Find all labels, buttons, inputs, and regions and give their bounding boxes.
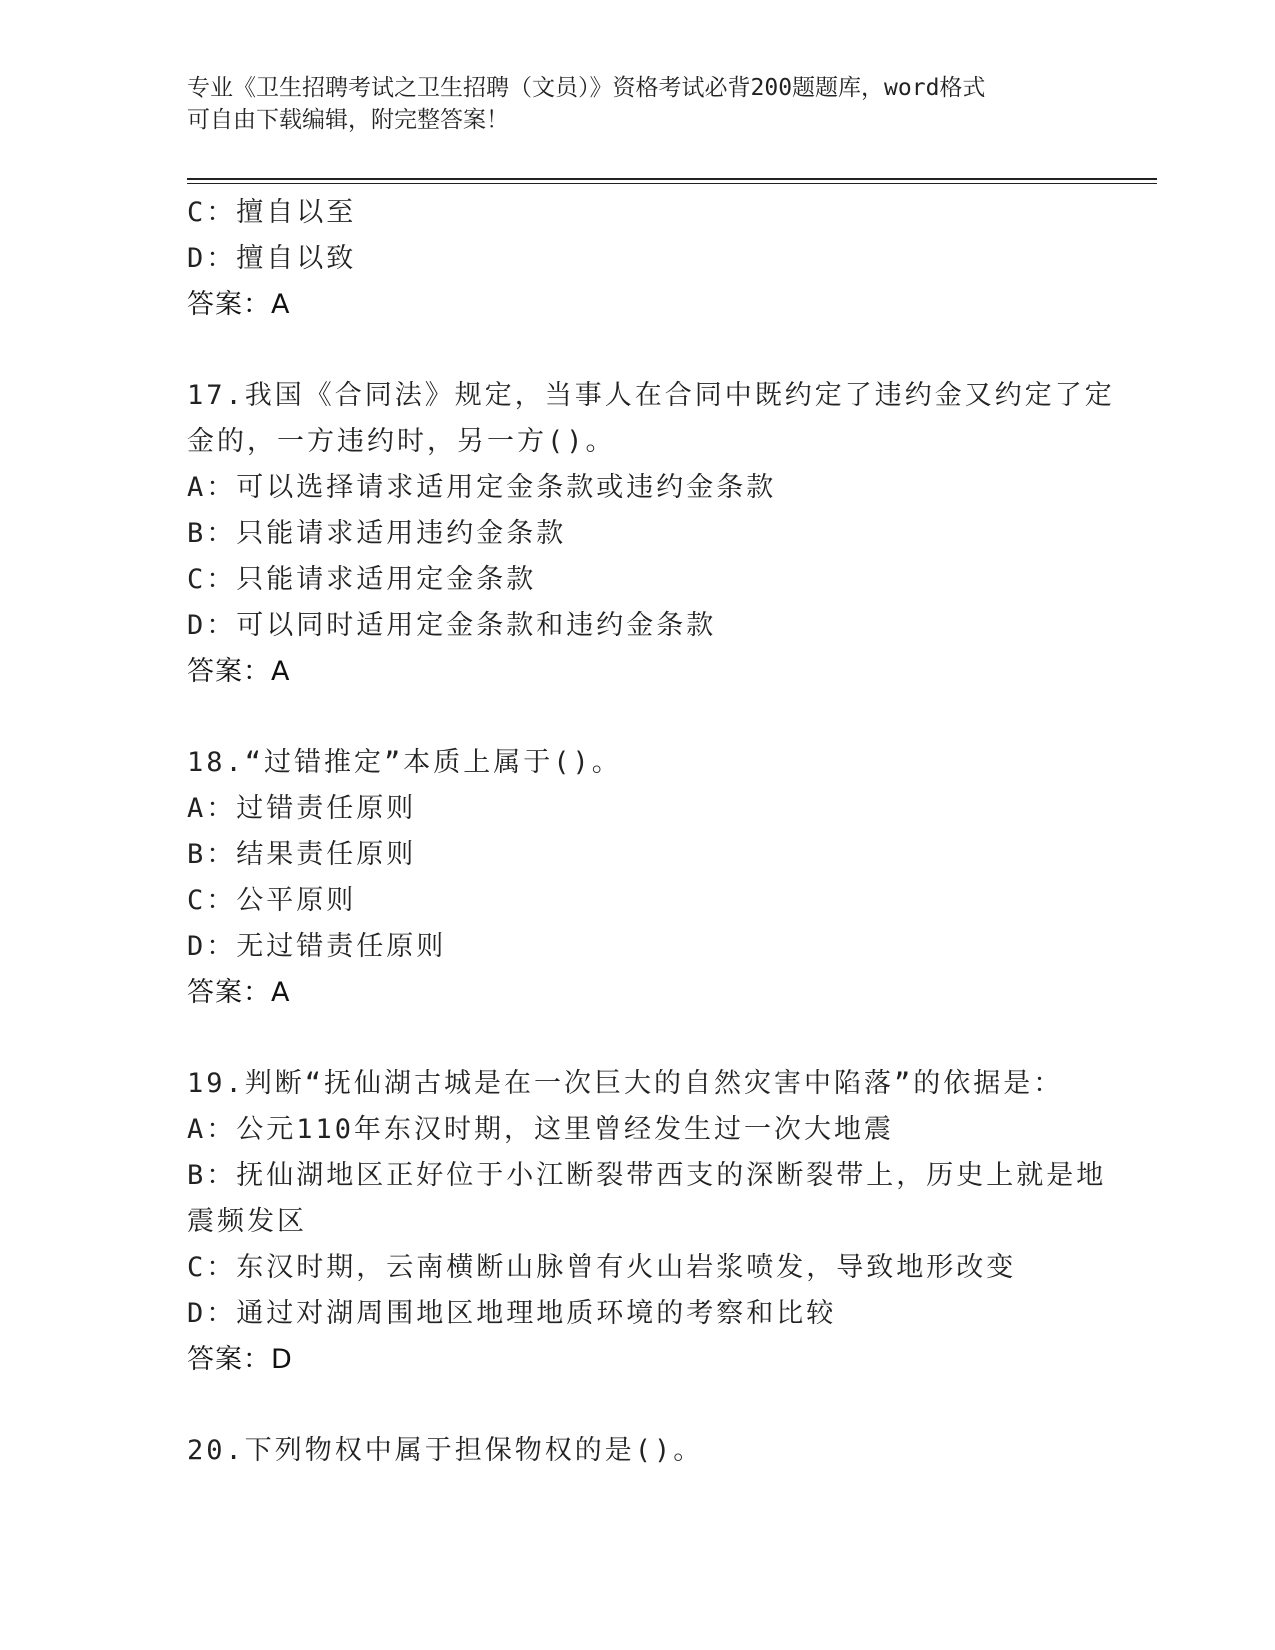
- option-b: B：只能请求适用违约金条款: [187, 518, 567, 549]
- header-line-2: 可自由下载编辑，附完整答案！: [187, 107, 509, 133]
- option-d: D：可以同时适用定金条款和违约金条款: [187, 610, 717, 641]
- option-d: D：擅自以致: [187, 243, 357, 274]
- answer: 答案：A: [187, 656, 291, 687]
- header-line-1: 专业《卫生招聘考试之卫生招聘（文员）》资格考试必背200题题库，word格式: [187, 75, 986, 101]
- question-stem: 17.我国《合同法》规定，当事人在合同中既约定了违约金又约定了定: [187, 380, 1115, 411]
- answer: 答案：A: [187, 977, 291, 1008]
- question-stem-continued: 金的，一方违约时，另一方()。: [187, 426, 616, 457]
- header-divider-thick: [187, 178, 1157, 180]
- option-c: C：公平原则: [187, 885, 357, 916]
- header-divider-thin: [187, 183, 1157, 184]
- question-list: [187, 190, 1115, 1474]
- option-b: B：抚仙湖地区正好位于小江断裂带西支的深断裂带上，历史上就是地: [187, 1160, 1107, 1191]
- option-d: D：通过对湖周围地区地理地质环境的考察和比较: [187, 1298, 837, 1329]
- question-stem: 20.下列物权中属于担保物权的是()。: [187, 1435, 704, 1466]
- option-d: D：无过错责任原则: [187, 931, 447, 962]
- option-a: A：可以选择请求适用定金条款或违约金条款: [187, 472, 777, 503]
- option-a: A：过错责任原则: [187, 793, 417, 824]
- answer: 答案：A: [187, 289, 291, 320]
- document-header: [187, 72, 1067, 136]
- option-b: B：结果责任原则: [187, 839, 417, 870]
- question-stem: 19.判断“抚仙湖古城是在一次巨大的自然灾害中陷落”的依据是：: [187, 1068, 1064, 1099]
- question-18: [187, 740, 1087, 1016]
- question-stem: 18.“过错推定”本质上属于()。: [187, 747, 622, 778]
- option-c: C：东汉时期，云南横断山脉曾有火山岩浆喷发，导致地形改变: [187, 1252, 1017, 1283]
- answer: 答案：D: [187, 1344, 293, 1375]
- question-19: [187, 1061, 1107, 1383]
- option-c: C：擅自以至: [187, 197, 357, 228]
- question-16-tail: [187, 190, 1087, 328]
- question-17: [187, 373, 1115, 695]
- option-c: C：只能请求适用定金条款: [187, 564, 537, 595]
- question-20: [187, 1428, 1087, 1474]
- option-b-continued: 震频发区: [187, 1206, 307, 1237]
- option-a: A：公元110年东汉时期，这里曾经发生过一次大地震: [187, 1114, 895, 1145]
